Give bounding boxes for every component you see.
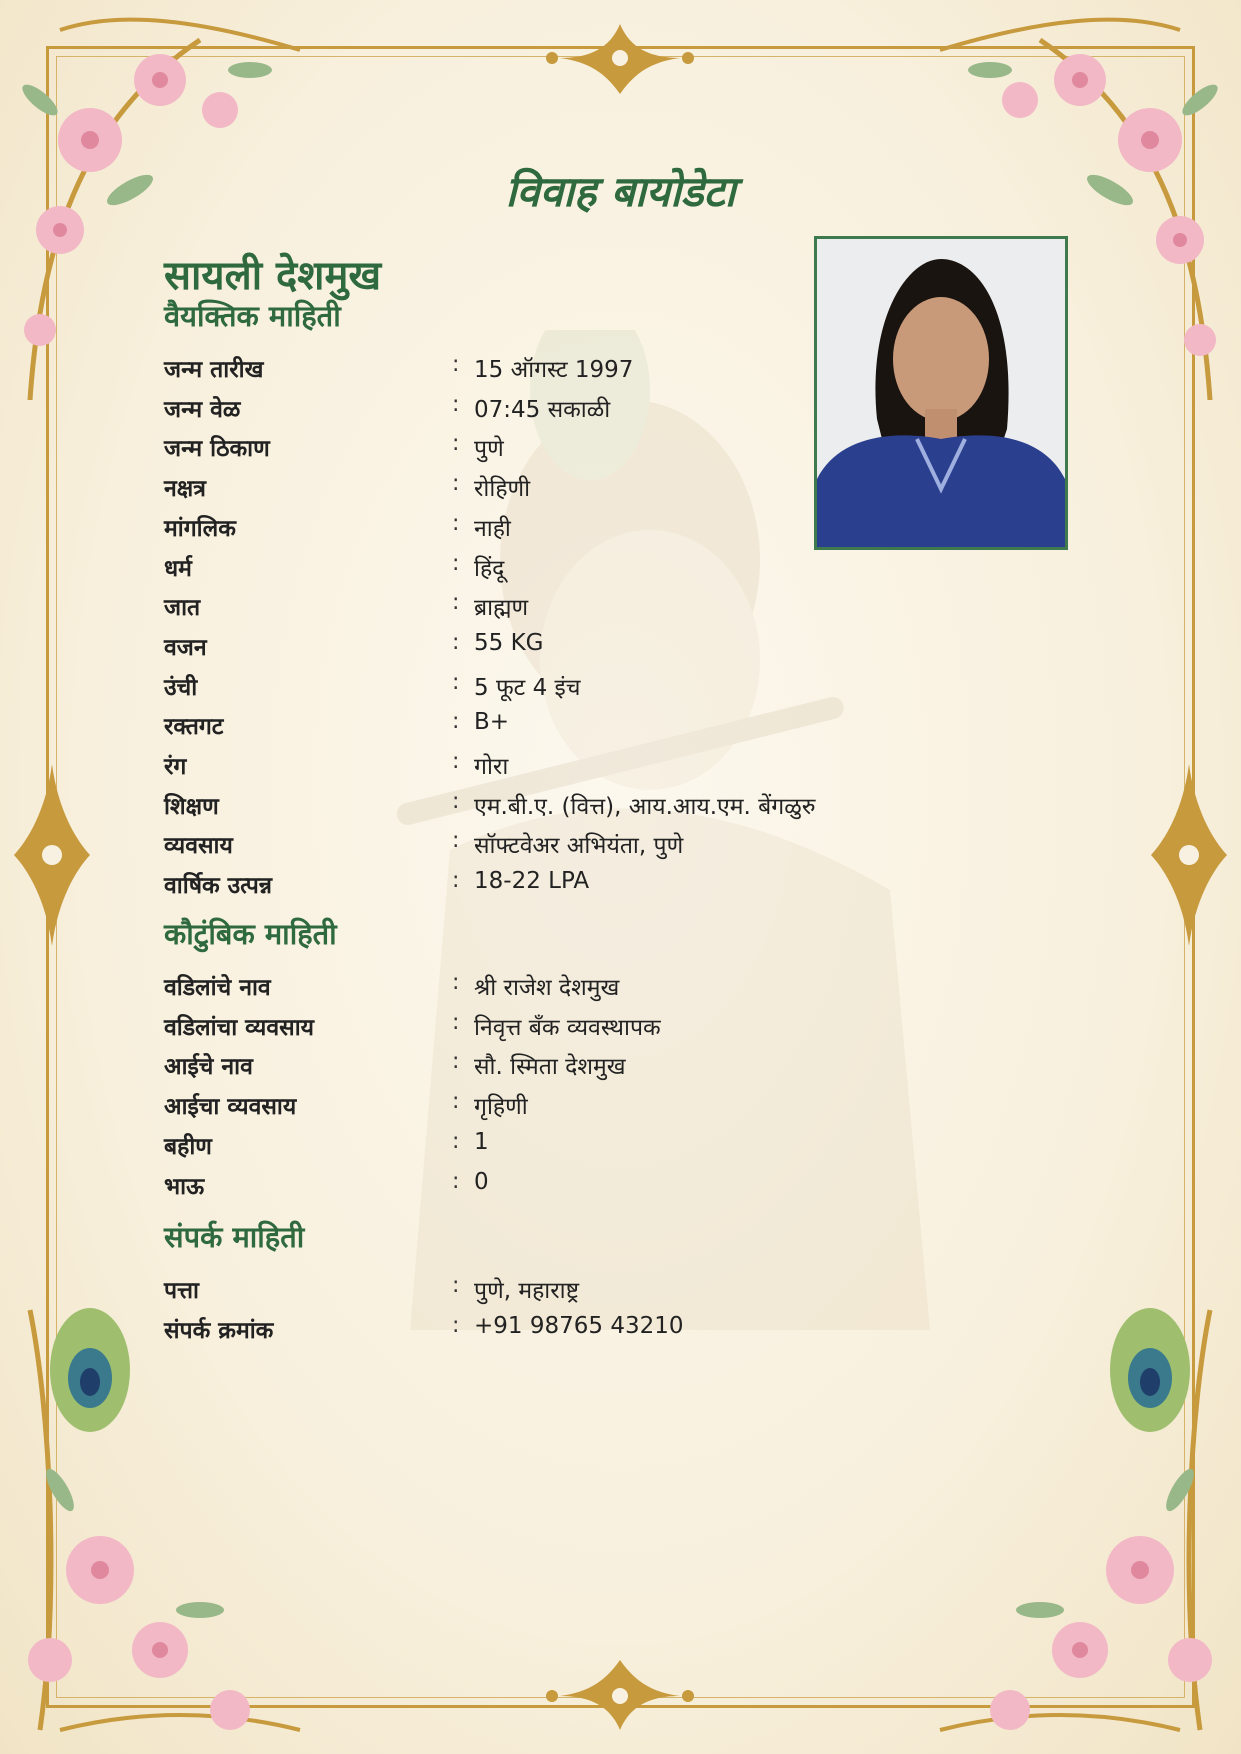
separator-colon: : [452,391,460,417]
separator-colon: : [452,1273,460,1298]
section-heading: संपर्क माहिती [164,1220,305,1254]
info-value: 07:45 सकाळी [474,396,611,423]
info-label: बहीण [164,1133,212,1160]
info-label: नक्षत्र [164,476,206,503]
info-label: वजन [164,634,207,661]
info-value: B+ [474,709,510,736]
info-label: जन्म ठिकाण [164,436,270,463]
info-value: रोहिणी [474,476,531,503]
separator-colon: : [452,1128,460,1154]
separator-colon: : [452,749,460,774]
info-value: +91 98765 43210 [474,1312,684,1339]
info-label: रक्तगट [164,714,224,741]
info-value: 5 फूट 4 इंच [474,674,581,701]
info-label: मांगलिक [164,515,236,542]
info-label: उंची [164,674,198,701]
info-value: पुणे, महाराष्ट्र [474,1278,580,1304]
info-value: निवृत्त बँक व्यवस्थापक [474,1014,661,1041]
info-label: आईचे नाव [164,1054,253,1081]
separator-colon: : [452,669,460,695]
candidate-name: सायली देशमुख [164,253,382,299]
info-label: रंग [164,754,187,780]
info-value: एम.बी.ए. (वित्त), आय.आय.एम. बेंगळुरु [474,793,816,820]
info-value: गोरा [474,754,509,780]
info-value: 55 KG [474,629,544,656]
section-heading: कौटुंबिक माहिती [164,917,337,951]
info-label: जन्म वेळ [164,396,241,423]
info-label: जन्म तारीख [164,357,264,383]
section-heading: वैयक्तिक माहिती [164,299,341,333]
info-value: 1 [474,1128,489,1155]
separator-colon: : [452,1168,460,1194]
info-value: नाही [474,515,511,542]
separator-colon: : [452,550,460,576]
bottom-right-floral-peacock-feather-icon [900,1290,1240,1754]
info-label: वार्षिक उत्पन्न [164,873,272,900]
info-value: हिंदू [474,555,505,582]
left-side-ornament-icon [10,760,94,950]
info-value: पुणे [474,436,504,463]
info-label: व्यवसाय [164,833,233,860]
separator-colon: : [452,709,460,735]
right-side-ornament-icon [1147,760,1231,950]
separator-colon: : [452,788,460,814]
separator-colon: : [452,471,460,497]
profile-photo [814,236,1068,550]
info-label: शिक्षण [164,793,219,820]
info-label: संपर्क क्रमांक [164,1317,274,1344]
bottom-left-floral-peacock-feather-icon [0,1290,340,1754]
separator-colon: : [452,1049,460,1075]
separator-colon: : [452,1009,460,1035]
info-label: पत्ता [164,1278,199,1304]
info-value: गृहिणी [474,1094,528,1121]
separator-colon: : [452,828,460,854]
info-label: जात [164,595,201,622]
info-label: वडिलांचे नाव [164,975,271,1001]
info-label: वडिलांचा व्यवसाय [164,1014,315,1041]
bottom-ornament-icon [540,1656,700,1736]
info-label: आईचा व्यवसाय [164,1094,297,1121]
separator-colon: : [452,629,460,655]
separator-colon: : [452,1089,460,1115]
info-value: सौ. स्मिता देशमुख [474,1054,626,1081]
page-title: विवाह बायोडेटा [505,167,736,216]
separator-colon: : [452,352,460,377]
separator-colon: : [452,510,460,536]
info-label: भाऊ [164,1173,205,1200]
info-value: ब्राह्मण [474,595,529,622]
separator-colon: : [452,1312,460,1338]
info-label: धर्म [164,555,192,582]
separator-colon: : [452,868,460,894]
separator-colon: : [452,970,460,995]
info-value: 0 [474,1168,489,1195]
info-value: श्री राजेश देशमुख [474,975,620,1001]
separator-colon: : [452,590,460,616]
info-value: 15 ऑगस्ट 1997 [474,357,634,383]
info-value: सॉफ्टवेअर अभियंता, पुणे [474,833,684,860]
info-value: 18-22 LPA [474,868,590,895]
profile-photo-image [817,239,1065,547]
top-ornament-icon [540,18,700,98]
separator-colon: : [452,431,460,457]
